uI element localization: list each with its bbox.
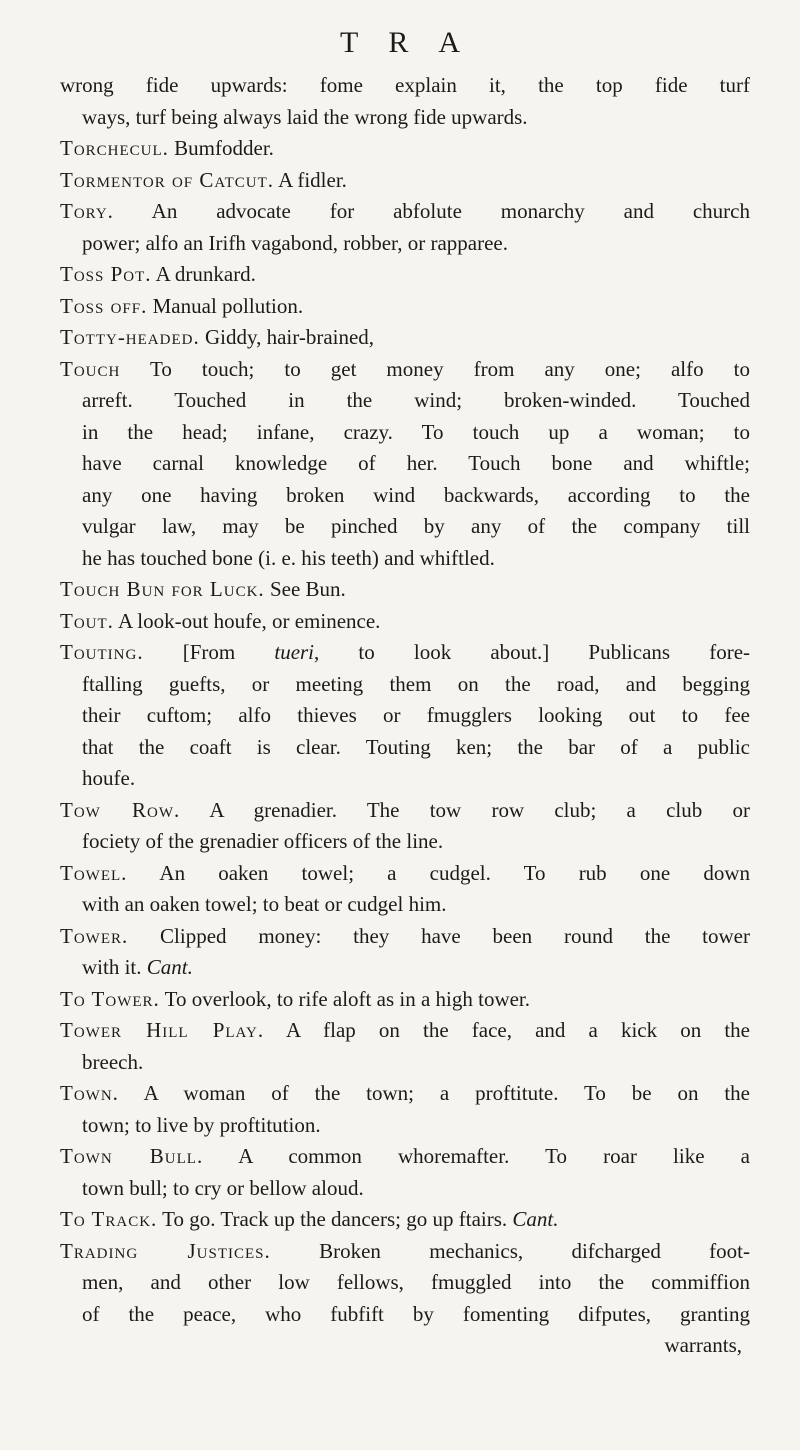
line-text: Bumfodder.	[168, 136, 274, 160]
line-text: An advocate for abfolute monarchy and church	[113, 199, 750, 223]
line-text: breech.	[82, 1049, 144, 1074]
line-text: A grenadier. The tow row club; a club or	[180, 797, 750, 822]
text-line	[60, 1110, 750, 1142]
text-line	[60, 165, 750, 197]
line-text: wrong fide upwards: fome explain it, the top fide turf	[60, 73, 750, 97]
line-text: Manual pollution.	[147, 293, 304, 318]
headword: To Tower.	[60, 986, 160, 1011]
line-text: with an oaken towel; to beat or cudgel him.	[82, 892, 447, 916]
text-line	[60, 889, 750, 921]
page-body	[60, 70, 750, 1362]
text-line	[60, 1299, 750, 1331]
headword: Tory.	[60, 199, 114, 223]
text-line	[60, 763, 750, 795]
text-line	[60, 291, 750, 323]
headword: Town Bull.	[60, 1144, 204, 1168]
headword: Tower.	[60, 923, 129, 948]
line-text: A fidler.	[274, 167, 347, 192]
headword: Towel.	[60, 860, 128, 885]
text-line	[60, 102, 750, 134]
text-line	[60, 133, 750, 165]
line-text: he has touched bone (i. e. his teeth) and whiftled.	[82, 545, 495, 570]
line-text: any one having broken wind backwards, according to the	[82, 482, 750, 507]
text-line	[60, 826, 750, 858]
text-line	[60, 1236, 750, 1268]
text-line	[60, 795, 750, 827]
text-line	[60, 1330, 750, 1362]
headword: Touch	[60, 356, 121, 381]
headword: Town.	[60, 1081, 119, 1105]
text-line	[60, 1141, 750, 1173]
text-line	[60, 606, 750, 638]
line-text: Clipped money: they have been round the tower	[128, 923, 750, 948]
headword: Toss off.	[60, 293, 148, 318]
line-text: have carnal knowledge of her. Touch bone and whiftle;	[82, 451, 750, 475]
line-text: that the coaft is clear. Touting ken; the bar of a public	[82, 734, 750, 759]
headword: Tow Row.	[60, 797, 181, 822]
line-text: power; alfo an Irifh vagabond, robber, or rapparee.	[82, 230, 508, 255]
line-text: To go. Track up the dancers; go up ftairs.	[157, 1207, 513, 1231]
text-line	[60, 354, 750, 386]
line-text: To overlook, to rife aloft as in a high tower.	[159, 986, 531, 1011]
line-text: of the peace, who fubfift by fomenting difputes, granting	[82, 1301, 750, 1326]
italic-text: Cant.	[512, 1207, 559, 1231]
text-line	[60, 1267, 750, 1299]
text-line	[60, 543, 750, 575]
line-text: A woman of the town; a proftitute. To be on the	[118, 1081, 750, 1105]
line-text: A drunkard.	[151, 262, 256, 286]
text-line	[60, 417, 750, 449]
line-text: in the head; infane, crazy. To touch up a woman; to	[82, 419, 750, 444]
line-text: with it.	[82, 955, 147, 979]
text-line	[60, 574, 750, 606]
headword: Touch Bun for Luck.	[60, 577, 265, 601]
text-line	[60, 259, 750, 291]
text-line	[60, 1173, 750, 1205]
line-text: To touch; to get money from any one; alfo to	[120, 356, 750, 381]
line-text: [From	[143, 640, 275, 664]
headword: Torchecul.	[60, 136, 169, 160]
text-line	[60, 480, 750, 512]
line-text: ftalling guefts, or meeting them on the road, and begging	[82, 671, 750, 696]
text-line	[60, 700, 750, 732]
line-text: Giddy, hair-brained,	[199, 325, 375, 349]
italic-text: Cant.	[146, 955, 193, 979]
line-text: fociety of the grenadier officers of the line.	[82, 829, 444, 853]
line-text: See Bun.	[264, 577, 346, 601]
text-line	[60, 952, 750, 984]
text-line	[60, 448, 750, 480]
line-text: , to look about.] Publicans fore-	[314, 640, 750, 664]
text-line	[60, 732, 750, 764]
headword: Trading Justices.	[60, 1238, 271, 1263]
text-line	[60, 1047, 750, 1079]
text-line	[60, 858, 750, 890]
headword: To Track.	[60, 1207, 158, 1231]
headword: Tower Hill Play.	[60, 1018, 265, 1042]
line-text: vulgar law, may be pinched by any of the company till	[82, 514, 750, 538]
line-text: ways, turf being always laid the wrong fide upwards.	[82, 104, 528, 129]
text-line	[60, 1204, 750, 1236]
headword: Toss Pot.	[60, 262, 152, 286]
line-text: A common whoremafter. To roar like a	[203, 1144, 750, 1168]
line-text: town bull; to cry or bellow aloud.	[82, 1175, 364, 1200]
line-text: town; to live by proftitution.	[82, 1112, 321, 1137]
line-text: houfe.	[82, 766, 136, 790]
headword: Touting.	[60, 640, 144, 664]
headword: Tormentor of Catcut.	[60, 167, 274, 192]
line-text: A look-out houfe, or eminence.	[113, 608, 381, 633]
headword: Totty-headed.	[60, 325, 200, 349]
text-line	[60, 1015, 750, 1047]
text-line	[60, 385, 750, 417]
text-line	[60, 984, 750, 1016]
line-text: men, and other low fellows, fmuggled into the commiffion	[82, 1270, 750, 1294]
line-text: warrants,	[664, 1333, 742, 1357]
headword: Tout.	[60, 608, 114, 633]
text-line	[60, 921, 750, 953]
running-head: TRA	[340, 26, 490, 59]
line-text: arreft. Touched in the wind; broken-winded. Touched	[82, 388, 750, 412]
text-line	[60, 196, 750, 228]
line-text: their cuftom; alfo thieves or fmugglers looking out to fee	[82, 703, 750, 727]
italic-text: tueri	[274, 640, 315, 664]
text-line	[60, 637, 750, 669]
line-text: A flap on the face, and a kick on the	[264, 1018, 750, 1042]
text-line	[60, 1078, 750, 1110]
text-line	[60, 228, 750, 260]
line-text: An oaken towel; a cudgel. To rub one down	[127, 860, 750, 885]
text-line	[60, 322, 750, 354]
text-line	[60, 70, 750, 102]
text-line	[60, 511, 750, 543]
text-line	[60, 669, 750, 701]
line-text: Broken mechanics, difcharged foot-	[270, 1238, 750, 1263]
